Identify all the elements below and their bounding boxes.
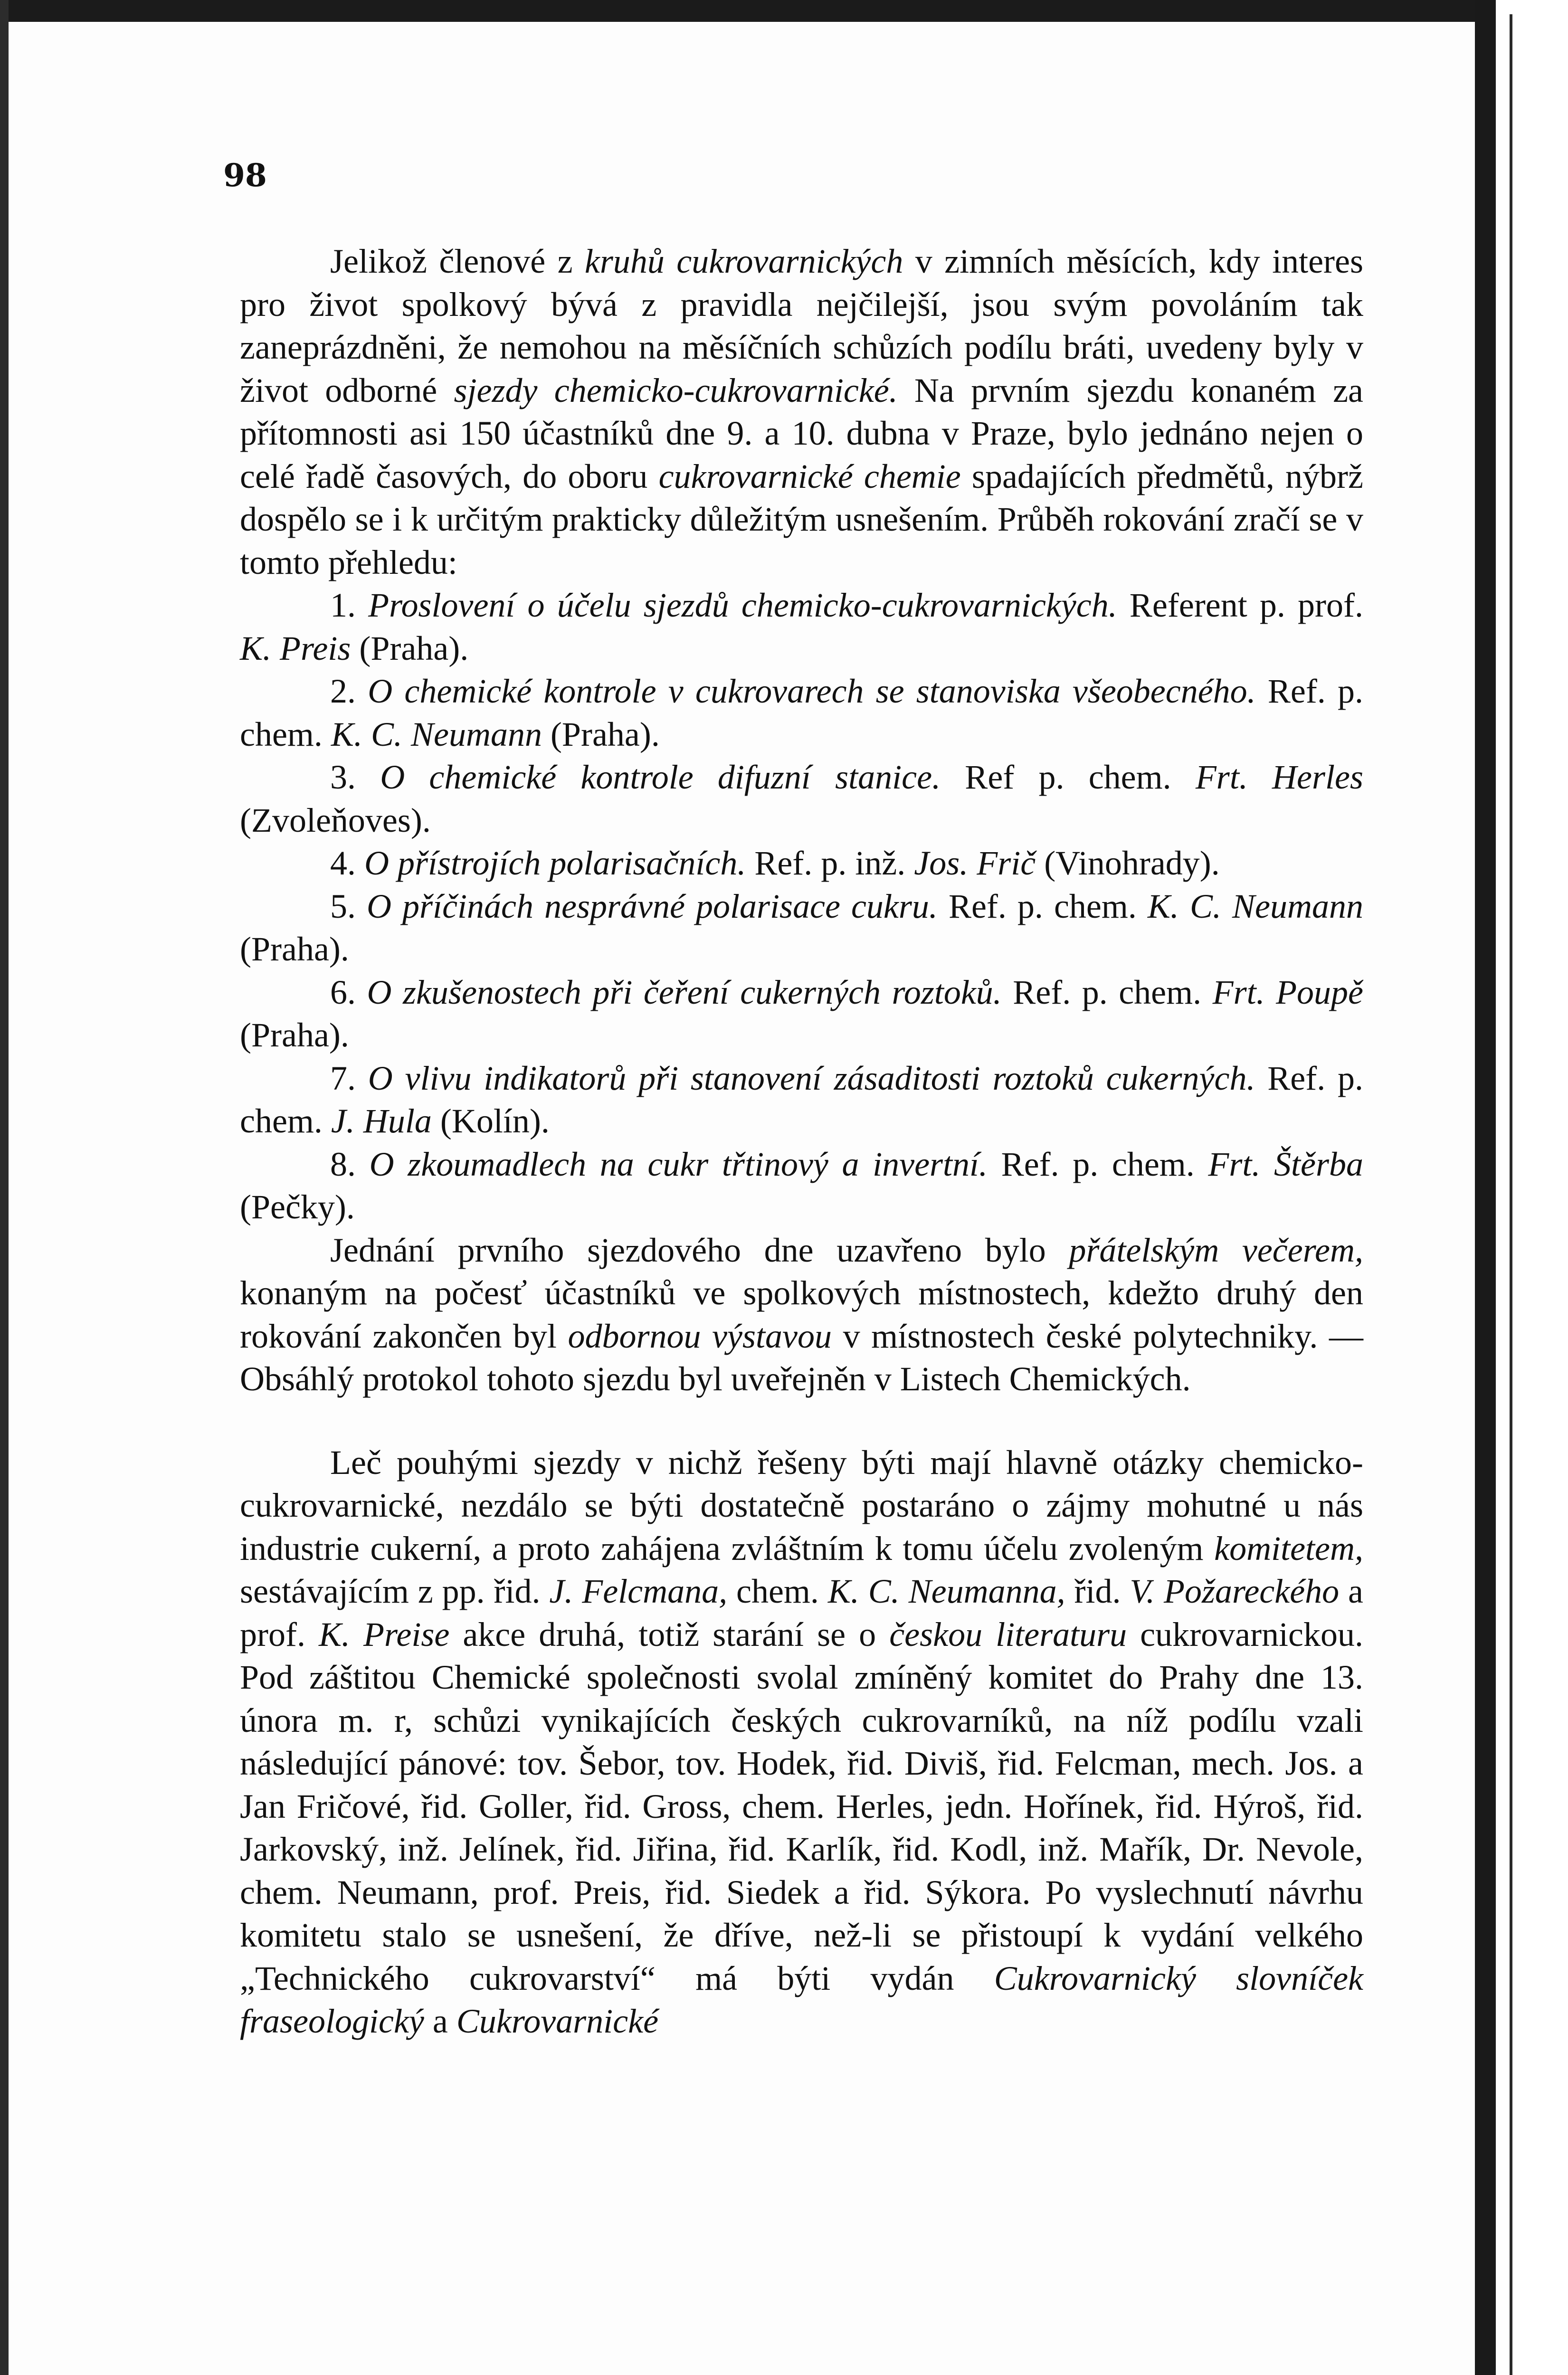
agenda-referent-prefix: Referent p. prof. (1117, 586, 1363, 624)
paragraph-closing (240, 1229, 1363, 1401)
adjacent-page-strip (1496, 0, 1568, 2375)
italic-run: komitetem, (1214, 1529, 1363, 1568)
agenda-item-8 (240, 1143, 1363, 1229)
text-run: Na prvním sjezdu konaném za přítomnosti asi 150 účastníků dne 9. a 10. dubna v Praze, bylo jednáno nejen o celé řadě časových, do oboru (240, 371, 1363, 495)
italic-run: V. Požareckého (1130, 1572, 1340, 1610)
agenda-referent-place: (Praha). (542, 715, 660, 753)
agenda-referent-name: Jos. Frič (914, 844, 1036, 882)
italic-run: K. C. Neumanna, (827, 1572, 1065, 1610)
italic-run: kruhů cukrovarnických (584, 242, 903, 280)
agenda-number: 2. (330, 672, 356, 710)
text-column (240, 240, 1363, 2043)
agenda-referent-prefix: Ref. p. chem. (1001, 973, 1213, 1011)
agenda-referent-name: J. Hula (331, 1102, 432, 1140)
agenda-referent-place: (Kolín). (431, 1102, 550, 1140)
agenda-topic: O chemické kontrole v cukrovarech se stanoviska všeobecného. (368, 672, 1256, 710)
text-run: řid. (1065, 1572, 1130, 1610)
text-run: v místnostech české polytechniky. — Obsáhlý protokol tohoto sjezdu byl uveřejněn v Listech Chemických. (240, 1317, 1363, 1398)
agenda-referent-place: (Vinohrady). (1036, 844, 1220, 882)
agenda-number: 8. (330, 1145, 356, 1183)
text-run: Jednání prvního sjezdového dne uzavřeno bylo (330, 1231, 1069, 1269)
text-run: cukrovarnickou. Pod záštitou Chemické společnosti svolal zmíněný komitet do Prahy dne 13. února m. r, schůzi vynikajících českých cukrovarníků, na níž podílu vzali následující pánové: tov. Šebor, tov. Hodek, řid. Diviš, řid. Felcman, mech. Jos. a Jan Fričové, řid. Goller, řid. Gross, chem. Herles, jedn. Hořínek, řid. Hýroš, řid. Jarkovský, inž. Jelínek, řid. Jiřina, řid. Karlík, řid. Kodl, inž. Mařík, Dr. Nevole, chem. Neumann, prof. Preis, řid. Siedek a řid. Sýkora. Po vyslechnutí návrhu komitetu stalo se usnešení, že dříve, než-li se přistoupí k vydání velkého „Technického cukrovarství“ má býti vydán (240, 1615, 1363, 1997)
agenda-number: 1. (330, 586, 356, 624)
italic-run: cukrovarnické chemie (658, 457, 961, 495)
italic-run: Cukrovarnický slovníček fraseologický (240, 1959, 1363, 2040)
text-run: konaným na počesť účastníků ve spolkových místnostech, kdežto druhý den rokování zakončen byl (240, 1274, 1363, 1355)
agenda-number: 7. (330, 1059, 356, 1097)
agenda-item-5 (240, 885, 1363, 971)
agenda-item-4 (240, 842, 1363, 885)
text-run: chem. (727, 1572, 828, 1610)
agenda-referent-prefix: Ref. p. inž. (746, 844, 914, 882)
agenda-item-2 (240, 670, 1363, 756)
agenda-item-1 (240, 584, 1363, 670)
agenda-item-6 (240, 971, 1363, 1057)
text-run: akce druhá, totiž starání se o (449, 1615, 890, 1653)
paragraph-second-action (240, 1441, 1363, 2043)
agenda-referent-prefix: Ref. p. chem. (240, 1059, 1364, 1140)
agenda-referent-prefix: Ref p. chem. (941, 758, 1196, 796)
agenda-referent-name: K. Preis (240, 629, 351, 667)
italic-run: sjezdy chemicko-cukrovarnické. (454, 371, 898, 409)
scan-border-top (0, 0, 1496, 22)
agenda-referent-place: (Pečky). (240, 1188, 355, 1226)
agenda-referent-place: (Praha). (351, 629, 469, 667)
text-run: sestávajícím z pp. řid. (240, 1572, 550, 1610)
scan-border-left (0, 0, 9, 2375)
agenda-number: 3. (330, 758, 356, 796)
italic-run: Cukrovarnické (456, 2002, 659, 2040)
agenda-topic: O vlivu indikatorů při stanovení zásaditosti roztoků cukerných. (368, 1059, 1255, 1097)
scan-border-right (1475, 0, 1496, 2375)
agenda-number: 4. (330, 844, 356, 882)
agenda-referent-place: (Praha). (240, 930, 349, 968)
agenda-referent-prefix: Ref. p. chem. (937, 887, 1148, 925)
italic-run: přátelským večerem, (1069, 1231, 1364, 1269)
page-number: 98 (223, 157, 267, 194)
agenda-referent-name: Frt. Poupě (1212, 973, 1364, 1011)
agenda-topic: Proslovení o účelu sjezdů chemicko-cukrovarnických. (368, 586, 1117, 624)
agenda-referent-prefix: Ref. p. chem. (988, 1145, 1208, 1183)
agenda-topic: O chemické kontrole difuzní stanice. (380, 758, 941, 796)
agenda-referent-place: (Zvoleňoves). (240, 801, 431, 839)
agenda-referent-prefix: Ref. p. chem. (240, 672, 1364, 753)
agenda-referent-name: Frt. Herles (1195, 758, 1363, 796)
agenda-number: 6. (330, 973, 356, 1011)
agenda-topic: O příčinách nesprávné polarisace cukru. (367, 887, 938, 925)
text-run: a (424, 2002, 456, 2040)
text-run: a prof. (240, 1572, 1364, 1653)
agenda-referent-name: K. C. Neumann (331, 715, 542, 753)
agenda-number: 5. (330, 887, 356, 925)
text-run: Leč pouhými sjezdy v nichž řešeny býti mají hlavně otázky chemicko-cukrovarnické, nezdálo se býti dostatečně postaráno o zájmy mohutné u nás industrie cukerní, a proto zahájena zvláštním k tomu účelu zvoleným (240, 1443, 1363, 1568)
text-run: Jelikož členové z (330, 242, 585, 280)
agenda-topic: O zkušenostech při čeření cukerných roztoků. (367, 973, 1002, 1011)
agenda-referent-name: K. C. Neumann (1147, 887, 1363, 925)
italic-run: odbornou výstavou (568, 1317, 832, 1355)
agenda-topic: O zkoumadlech na cukr třtinový a invertní. (369, 1145, 988, 1183)
paragraph-intro (240, 240, 1363, 584)
text-run: v zimních měsících, kdy interes pro život spolkový bývá z pravidla nejčilejší, jsou svým povoláním tak zaneprázdněni, že nemohou na měsíčních schůzích podílu bráti, uvedeny byly v život odborné (240, 242, 1364, 409)
agenda-topic: O přístrojích polarisačních. (364, 844, 746, 882)
adjacent-page-edge-line (1510, 14, 1512, 2375)
agenda-item-3 (240, 756, 1363, 842)
agenda-referent-name: Frt. Štěrba (1208, 1145, 1364, 1183)
agenda-item-7 (240, 1057, 1363, 1143)
italic-run: J. Felcmana, (549, 1572, 728, 1610)
text-run: spadajících předmětů, nýbrž dospělo se i k určitým prakticky důležitým usnešením. Průběh rokování zračí se v tomto přehledu: (240, 457, 1363, 581)
agenda-referent-place: (Praha). (240, 1016, 349, 1054)
italic-run: K. Preise (318, 1615, 450, 1653)
italic-run: českou literaturu (889, 1615, 1127, 1653)
